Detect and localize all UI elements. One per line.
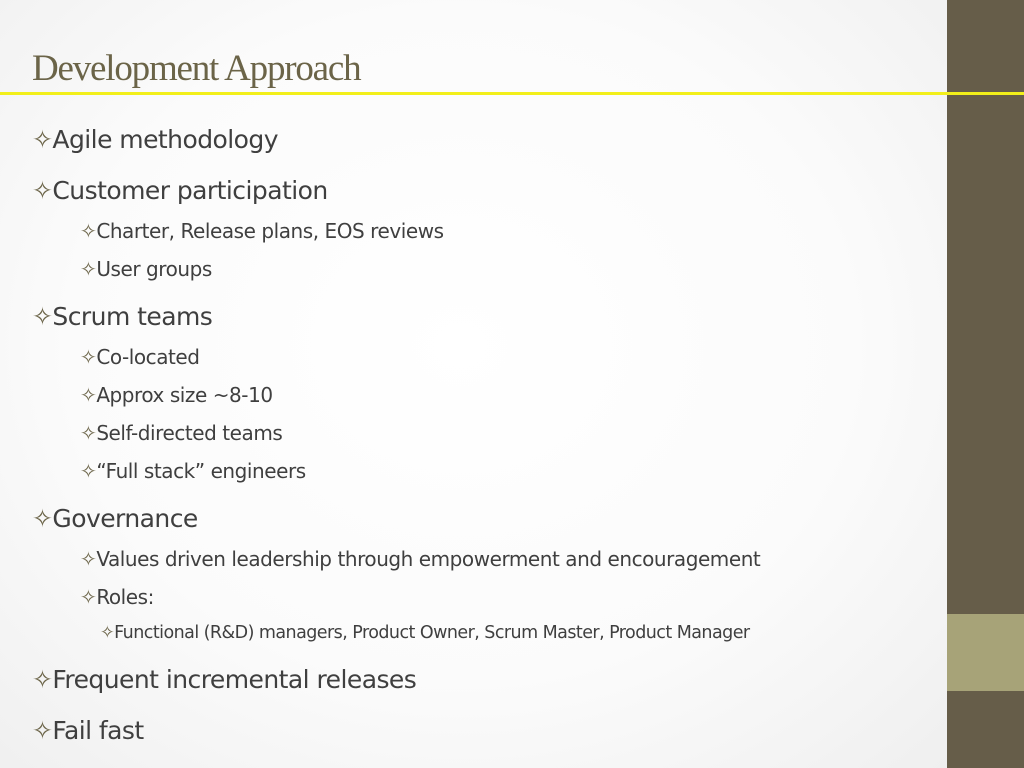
bullet-star-icon: ✧ — [32, 504, 53, 533]
bullet-star-icon: ✧ — [32, 176, 53, 205]
bullet-star-icon: ✧ — [80, 383, 97, 407]
sub-bullet-item — [80, 383, 273, 407]
bullet-text: Frequent incremental releases — [52, 665, 417, 694]
bullet-text: User groups — [96, 257, 212, 281]
bullet-item — [32, 176, 328, 206]
bullet-item — [32, 504, 198, 534]
bullet-item — [32, 665, 416, 695]
bullet-text: Agile methodology — [52, 125, 278, 154]
sub-bullet-item — [80, 585, 154, 609]
slide-title: Development Approach — [32, 48, 361, 89]
bullet-text: Customer participation — [52, 176, 328, 205]
bullet-star-icon: ✧ — [80, 585, 97, 609]
sub-bullet-item — [80, 219, 444, 243]
bullet-star-icon: ✧ — [80, 257, 97, 281]
bullet-text: “Full stack” engineers — [96, 459, 306, 483]
bullet-star-icon: ✧ — [32, 665, 53, 694]
sub-sub-bullet-item — [100, 622, 750, 644]
bullet-star-icon: ✧ — [80, 345, 97, 369]
bullet-star-icon: ✧ — [32, 716, 53, 745]
bullet-star-icon: ✧ — [100, 623, 115, 643]
sub-bullet-item — [80, 459, 306, 483]
sub-bullet-item — [80, 547, 760, 571]
sub-bullet-item — [80, 421, 282, 445]
bullet-text: Governance — [52, 504, 198, 533]
bullet-star-icon: ✧ — [80, 547, 97, 571]
bullet-star-icon: ✧ — [32, 302, 53, 331]
bullet-text: Approx size ~8-10 — [96, 383, 273, 407]
bullet-item — [32, 716, 144, 746]
bullet-text: Co-located — [96, 345, 200, 369]
bullet-star-icon: ✧ — [80, 219, 97, 243]
bullet-item — [32, 302, 212, 332]
bullet-item — [32, 125, 278, 155]
bullet-text: Fail fast — [52, 716, 144, 745]
bullet-star-icon: ✧ — [32, 125, 53, 154]
bullet-text: Charter, Release plans, EOS reviews — [96, 219, 444, 243]
bullet-text: Scrum teams — [52, 302, 213, 331]
bullet-text: Self-directed teams — [96, 421, 283, 445]
bullet-text: Values driven leadership through empowerment and encouragement — [96, 547, 761, 571]
bullet-star-icon: ✧ — [80, 459, 97, 483]
bullet-text: Roles: — [96, 585, 154, 609]
sub-bullet-item — [80, 257, 212, 281]
bullet-star-icon: ✧ — [80, 421, 97, 445]
bullet-text: Functional (R&D) managers, Product Owner, Scrum Master, Product Manager — [114, 623, 750, 643]
sub-bullet-item — [80, 345, 200, 369]
side-bar-accent — [947, 614, 1024, 691]
